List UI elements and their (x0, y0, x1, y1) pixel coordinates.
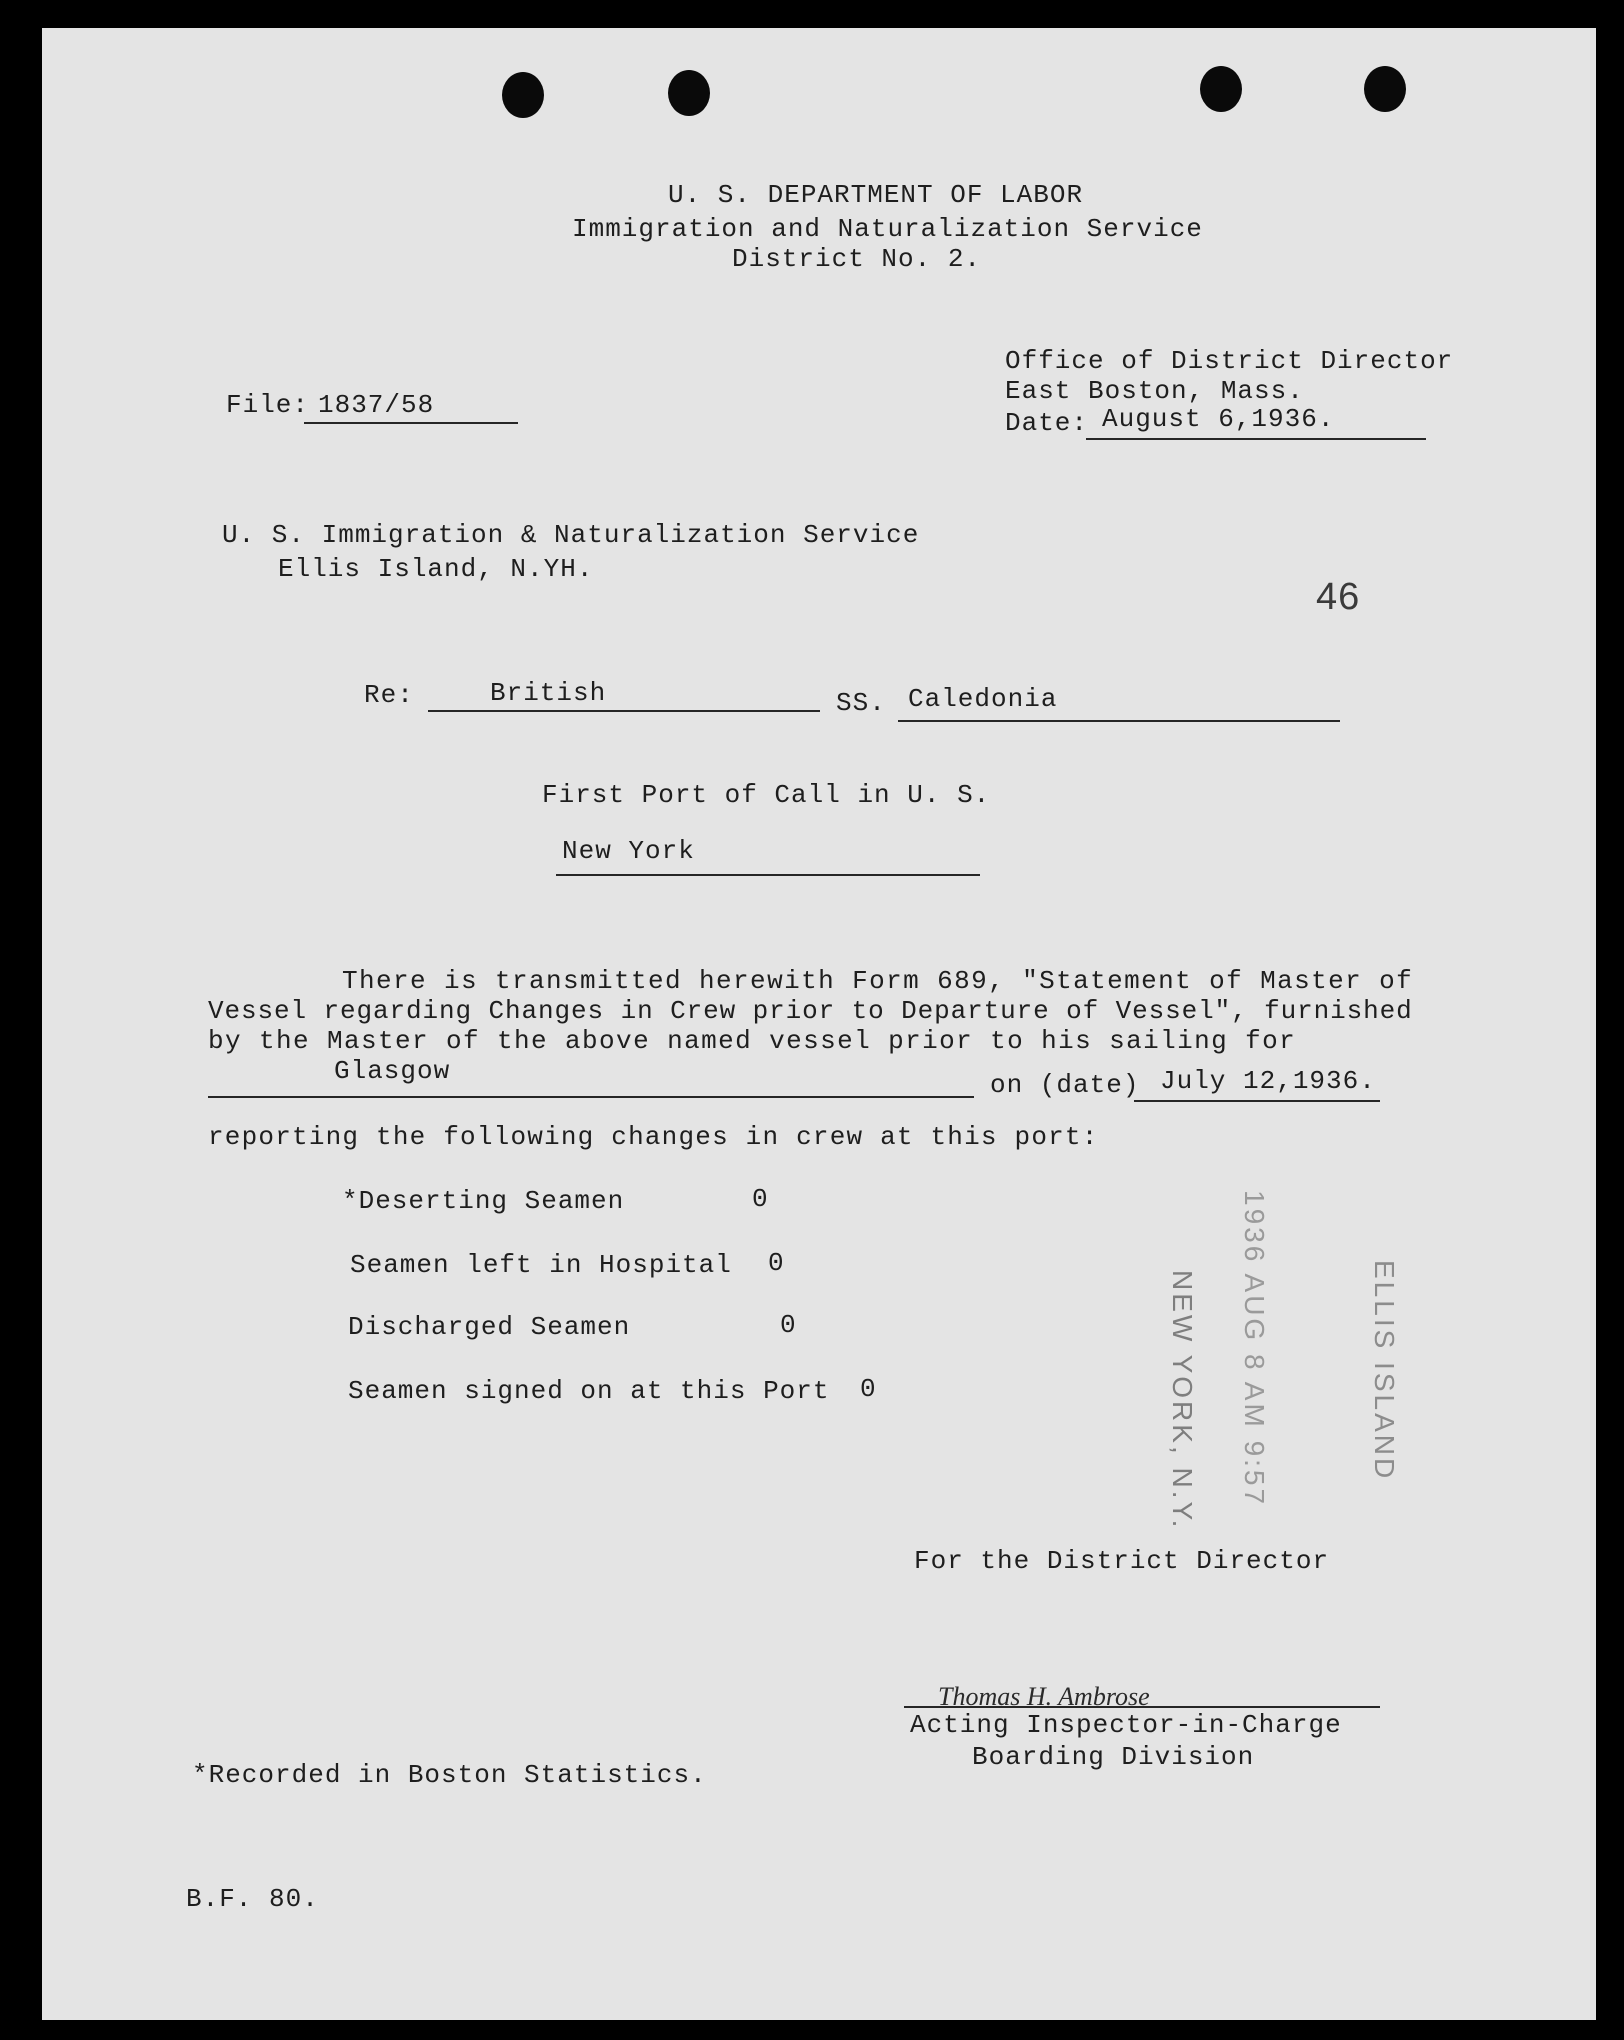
sailing-date-value: July 12,1936. (1160, 1066, 1376, 1096)
sailing-date-label: on (date) (990, 1070, 1140, 1100)
office-date-value: August 6,1936. (1102, 404, 1335, 434)
body-line2: Vessel regarding Changes in Crew prior to Departure of Vessel", furnished (208, 996, 1413, 1026)
port-value: New York (562, 836, 695, 866)
change-label-signed-on: Seamen signed on at this Port (348, 1376, 830, 1406)
signature-underline (904, 1706, 1380, 1708)
vessel-underline (898, 720, 1340, 722)
re-nationality: British (490, 678, 607, 708)
ss-label: SS. (836, 688, 886, 718)
body-line5: reporting the following changes in crew at this port: (208, 1122, 1099, 1152)
punch-hole (502, 72, 544, 118)
footnote: *Recorded in Boston Statistics. (192, 1760, 707, 1790)
change-value-signed-on: 0 (860, 1374, 877, 1404)
office-date-label: Date: (1005, 408, 1089, 438)
body-line1: There is transmitted herewith Form 689, "Statement of Master of (342, 966, 1414, 996)
port-label: First Port of Call in U. S. (542, 780, 991, 810)
file-value: 1837/58 (318, 390, 435, 420)
port-underline (556, 874, 980, 876)
nationality-underline (428, 710, 820, 712)
for-district-director: For the District Director (914, 1546, 1330, 1576)
letterhead-department: U. S. DEPARTMENT OF LABOR (668, 180, 1084, 210)
re-label: Re: (364, 680, 414, 710)
file-label: File: (226, 390, 310, 420)
change-value-discharged: 0 (780, 1310, 797, 1340)
file-underline (304, 422, 518, 424)
change-label-hospital: Seamen left in Hospital (350, 1250, 732, 1280)
received-stamp (1150, 1190, 1410, 1530)
stamp-line-3: NEW YORK, N.Y. (1167, 1270, 1198, 1531)
form-code: B.F. 80. (186, 1884, 319, 1914)
punch-hole (1364, 66, 1406, 112)
signature: Thomas H. Ambrose (938, 1682, 1150, 1711)
change-value-hospital: 0 (768, 1248, 785, 1278)
change-value-deserting: 0 (752, 1184, 769, 1214)
destination-underline (208, 1096, 974, 1098)
body-line3: by the Master of the above named vessel prior to his sailing for (208, 1026, 1297, 1056)
vessel-name: Caledonia (908, 684, 1058, 714)
office-location: East Boston, Mass. (1005, 376, 1304, 406)
signer-division: Boarding Division (972, 1742, 1255, 1772)
sailing-date-underline (1134, 1100, 1380, 1102)
letterhead-service: Immigration and Naturalization Service (572, 214, 1203, 244)
office-title: Office of District Director (1005, 346, 1454, 376)
punch-hole (1200, 66, 1242, 112)
addressee-line1: U. S. Immigration & Naturalization Service (222, 520, 920, 550)
stamp-line-2: 1936 AUG 8 AM 9:57 (1239, 1190, 1270, 1508)
destination-port: Glasgow (334, 1056, 451, 1086)
stamp-line-1: ELLIS ISLAND (1369, 1260, 1400, 1482)
signer-title: Acting Inspector-in-Charge (910, 1710, 1342, 1740)
punch-hole (668, 70, 710, 116)
letterhead-district: District No. 2. (732, 244, 982, 274)
page-number: 46 (1316, 576, 1361, 618)
change-label-deserting: *Deserting Seamen (342, 1186, 625, 1216)
change-label-discharged: Discharged Seamen (348, 1312, 631, 1342)
addressee-line2: Ellis Island, N.YH. (278, 554, 594, 584)
date-underline (1086, 438, 1426, 440)
